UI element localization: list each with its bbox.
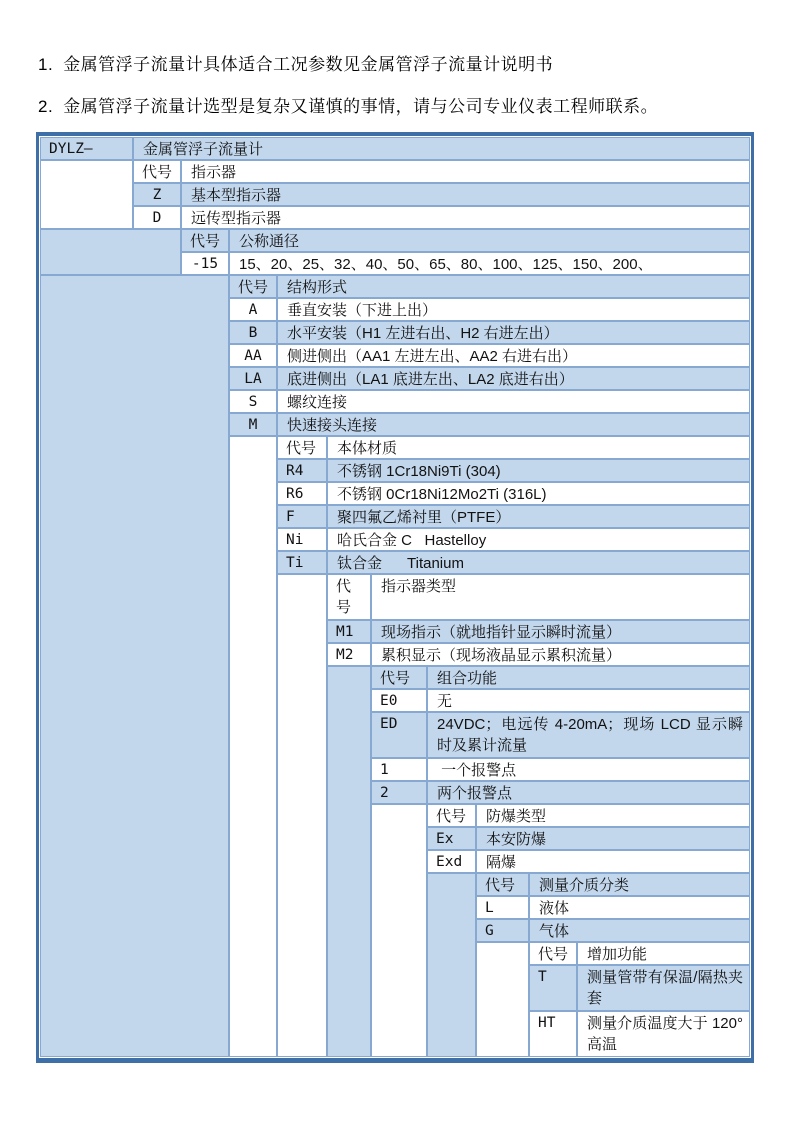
option-code-cell: Ni	[277, 528, 327, 551]
option-code-cell: AA	[229, 344, 277, 367]
option-code-cell: ED	[371, 712, 427, 758]
option-code-cell: G	[476, 919, 529, 942]
note-1-number: 1.	[38, 55, 54, 74]
code-header-cell: 代号	[529, 942, 577, 965]
option-label-cell: 累积显示（现场液晶显示累积流量）	[371, 643, 750, 666]
filler-cell	[427, 873, 476, 1057]
option-label-cell: 不锈钢 0Cr18Ni12Mo2Ti (316L)	[327, 482, 750, 505]
option-label-cell: 无	[427, 689, 750, 712]
code-header-cell: 代号	[181, 229, 229, 252]
option-label-cell: 一个报警点	[427, 758, 750, 781]
code-header-cell: 代号	[229, 275, 277, 298]
option-label-cell: 24VDC；电远传 4-20mA；现场 LCD 显示瞬时及累计流量	[427, 712, 750, 758]
label-header-cell: 防爆类型	[476, 804, 750, 827]
option-label-cell: 底进侧出（LA1 底进左出、LA2 底进右出）	[277, 367, 750, 390]
option-code-cell: R4	[277, 459, 327, 482]
filler-cell	[277, 574, 327, 1057]
option-code-cell: M	[229, 413, 277, 436]
option-label-cell: 哈氏合金 C Hastelloy	[327, 528, 750, 551]
filler-cell	[229, 436, 277, 1057]
option-label-cell: 垂直安装（下进上出）	[277, 298, 750, 321]
option-code-cell: -15	[181, 252, 229, 275]
note-1-text: 金属管浮子流量计具体适合工况参数见金属管浮子流量计说明书	[63, 55, 554, 74]
label-header-cell: 结构形式	[277, 275, 750, 298]
note-1	[38, 50, 553, 75]
option-code-cell: A	[229, 298, 277, 321]
label-header-cell: 公称通径	[229, 229, 750, 252]
option-label-cell: 螺纹连接	[277, 390, 750, 413]
option-code-cell: Exd	[427, 850, 476, 873]
option-code-cell: Z	[133, 183, 181, 206]
option-label-cell: 聚四氟乙烯衬里（PTFE）	[327, 505, 750, 528]
option-label-cell: 远传型指示器	[181, 206, 750, 229]
filler-cell	[371, 804, 427, 1057]
option-label-cell: 两个报警点	[427, 781, 750, 804]
option-code-cell: M2	[327, 643, 371, 666]
option-code-cell: D	[133, 206, 181, 229]
option-code-cell: T	[529, 965, 577, 1011]
code-header-cell: 代号	[133, 160, 181, 183]
option-label-cell: 测量管带有保温/隔热夹套	[577, 965, 750, 1011]
option-code-cell: F	[277, 505, 327, 528]
label-header-cell: 指示器	[181, 160, 750, 183]
option-label-cell: 现场指示（就地指针显示瞬时流量）	[371, 620, 750, 643]
option-code-cell: M1	[327, 620, 371, 643]
filler-cell	[327, 666, 371, 1057]
label-header-cell: 组合功能	[427, 666, 750, 689]
option-code-cell: LA	[229, 367, 277, 390]
model-label-cell: 金属管浮子流量计	[133, 137, 750, 160]
code-header-cell: 代号	[476, 873, 529, 896]
option-label-cell: 侧进侧出（AA1 左进左出、AA2 右进右出）	[277, 344, 750, 367]
option-code-cell: L	[476, 896, 529, 919]
option-label-cell: 液体	[529, 896, 750, 919]
selection-table	[40, 137, 750, 1057]
filler-cell	[40, 275, 229, 1057]
option-code-cell: B	[229, 321, 277, 344]
note-2	[38, 92, 658, 117]
option-code-cell: E0	[371, 689, 427, 712]
code-header-cell: 代号	[327, 574, 371, 620]
option-label-cell: 水平安装（H1 左进右出、H2 右进左出）	[277, 321, 750, 344]
option-code-cell: S	[229, 390, 277, 413]
filler-cell	[476, 942, 529, 1057]
option-label-cell: 本安防爆	[476, 827, 750, 850]
option-code-cell: 2	[371, 781, 427, 804]
option-code-cell: Ex	[427, 827, 476, 850]
option-code-cell: HT	[529, 1011, 577, 1057]
option-code-cell: Ti	[277, 551, 327, 574]
option-label-cell: 不锈钢 1Cr18Ni9Ti (304)	[327, 459, 750, 482]
label-header-cell: 指示器类型	[371, 574, 750, 620]
label-header-cell: 测量介质分类	[529, 873, 750, 896]
code-header-cell: 代号	[427, 804, 476, 827]
option-label-cell: 基本型指示器	[181, 183, 750, 206]
note-2-text: 金属管浮子流量计选型是复杂又谨慎的事情，请与公司专业仪表工程师联系。	[63, 97, 659, 116]
option-code-cell: R6	[277, 482, 327, 505]
selection-table-frame	[36, 132, 754, 1063]
option-label-cell: 钛合金 Titanium	[327, 551, 750, 574]
code-header-cell: 代号	[371, 666, 427, 689]
label-header-cell: 增加功能	[577, 942, 750, 965]
label-header-cell: 本体材质	[327, 436, 750, 459]
filler-cell	[40, 160, 133, 229]
note-2-number: 2.	[38, 97, 54, 116]
option-code-cell: 1	[371, 758, 427, 781]
option-label-cell: 隔爆	[476, 850, 750, 873]
option-label-cell: 15、20、25、32、40、50、65、80、100、125、150、200、	[229, 252, 750, 275]
code-header-cell: 代号	[277, 436, 327, 459]
model-code-cell: DYLZ—	[40, 137, 133, 160]
option-label-cell: 快速接头连接	[277, 413, 750, 436]
option-label-cell: 气体	[529, 919, 750, 942]
filler-cell	[40, 229, 181, 275]
option-label-cell: 测量介质温度大于 120°高温	[577, 1011, 750, 1057]
